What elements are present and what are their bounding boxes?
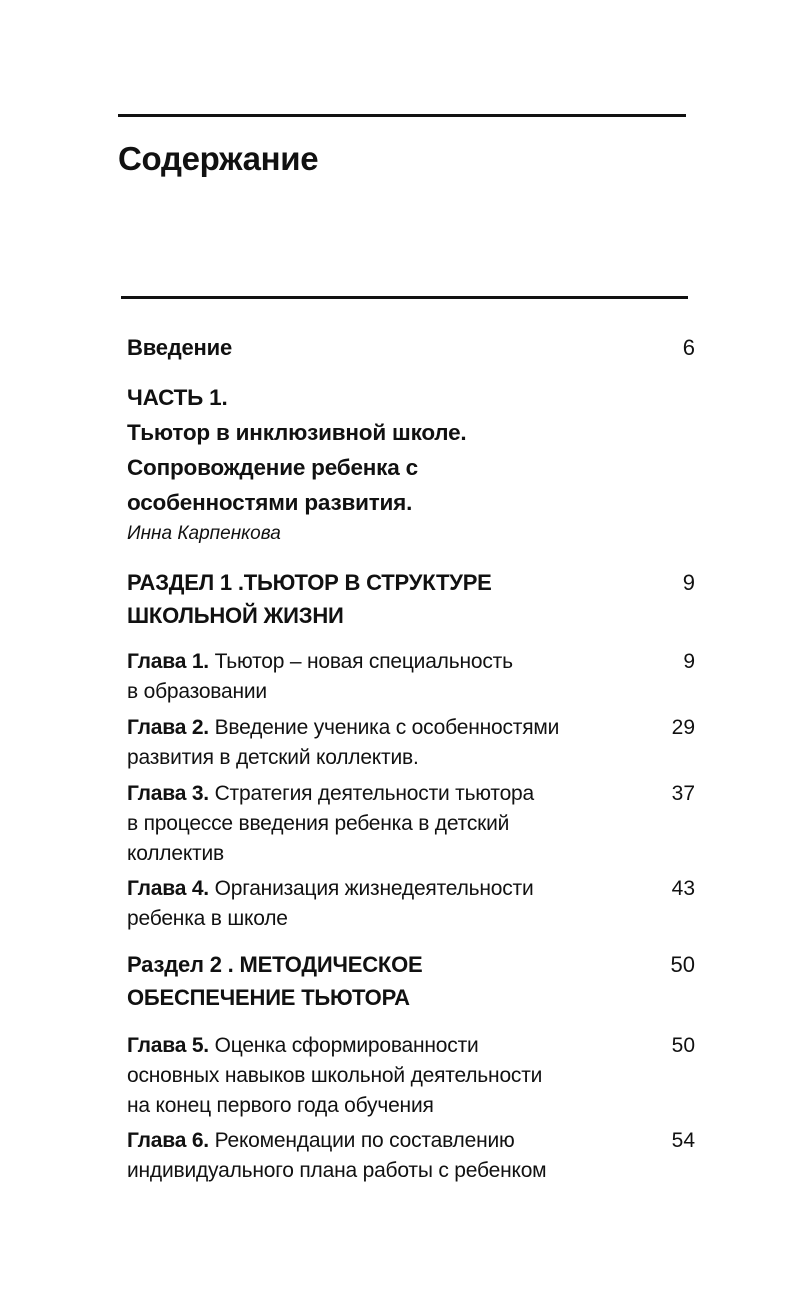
chapter-label: Глава 3.	[127, 782, 209, 805]
chapter-title: индивидуального плана работы с ребенком	[127, 1159, 547, 1182]
chapter-title: на конец первого года обучения	[127, 1094, 434, 1117]
chapter-title: Организация жизнедеятельности	[208, 877, 534, 900]
chapter-title: Стратегия деятельности тьютора	[208, 782, 535, 805]
page-number: 54	[671, 1129, 695, 1152]
section-title-line: ШКОЛЬНОЙ ЖИЗНИ	[127, 603, 344, 628]
chapter-title: развития в детский коллектив.	[127, 746, 419, 769]
chapter-title: Тьютор – новая специальность	[208, 650, 513, 673]
chapter-title: Оценка сформированности	[208, 1034, 479, 1057]
page-number: 6	[682, 335, 695, 360]
chapter-label: Глава 2.	[127, 716, 209, 739]
entry-title: Введение	[127, 335, 233, 360]
chapter-title: в образовании	[127, 680, 267, 703]
chapter-label: Глава 5.	[127, 1034, 209, 1057]
toc-rule	[121, 296, 688, 299]
toc-section-2	[127, 948, 695, 1014]
chapter-label: Глава 4.	[127, 877, 209, 900]
part-title-line: особенностями развития.	[127, 490, 413, 515]
toc-section-1	[127, 566, 695, 632]
toc-entry-intro	[127, 331, 695, 364]
page-number: 29	[671, 716, 695, 739]
top-rule	[118, 114, 686, 117]
page-title: Содержание	[118, 140, 319, 177]
toc-chapter-3	[127, 779, 695, 869]
toc-chapter-6	[127, 1126, 695, 1186]
part-title-line: Сопровождение ребенка с	[127, 455, 418, 480]
section-title-line: РАЗДЕЛ 1 .ТЬЮТОР В СТРУКТУРЕ	[127, 570, 492, 595]
toc-part-1	[127, 380, 695, 548]
page-number: 43	[671, 877, 695, 900]
page-number: 9	[682, 570, 695, 595]
chapter-title: Введение ученика с особенностями	[208, 716, 560, 739]
section-title-line: ОБЕСПЕЧЕНИЕ ТЬЮТОРА	[127, 985, 410, 1010]
part-title-line: ЧАСТЬ 1.	[127, 385, 228, 410]
page-number: 50	[670, 952, 695, 977]
part-title-line: Тьютор в инклюзивной школе.	[127, 420, 467, 445]
author-name: Инна Карпенкова	[127, 523, 281, 544]
chapter-title: в процессе введения ребенка в детский	[127, 812, 510, 835]
chapter-title: ребенка в школе	[127, 907, 288, 930]
toc-chapter-5	[127, 1031, 695, 1121]
page-number: 9	[683, 650, 695, 673]
chapter-label: Глава 6.	[127, 1129, 209, 1152]
toc-chapter-1	[127, 647, 695, 707]
toc-chapter-2	[127, 713, 695, 773]
chapter-title: основных навыков школьной деятельности	[127, 1064, 543, 1087]
chapter-title: Рекомендации по составлению	[208, 1129, 515, 1152]
chapter-label: Глава 1.	[127, 650, 209, 673]
toc-chapter-4	[127, 874, 695, 934]
section-title-line: Раздел 2 . МЕТОДИЧЕСКОЕ	[127, 952, 423, 977]
chapter-title: коллектив	[127, 842, 224, 865]
page-number: 37	[671, 782, 695, 805]
page-number: 50	[671, 1034, 695, 1057]
